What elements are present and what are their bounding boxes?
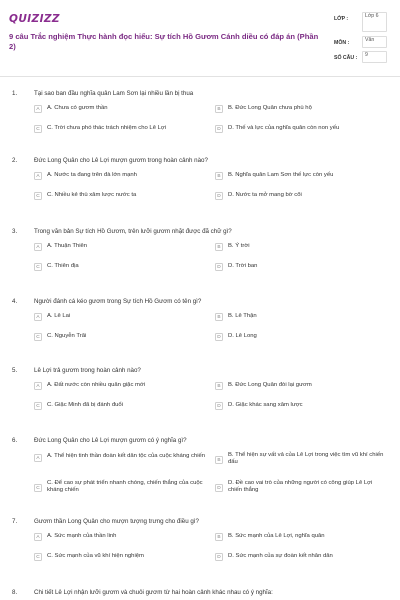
option-letter-box: D: [215, 553, 223, 561]
question-number: 4.: [12, 298, 18, 305]
option-text: C. Thiên địa: [47, 263, 79, 270]
question-number: 3.: [12, 228, 18, 235]
option-text: D. Giặc khác sang xâm lược: [228, 402, 303, 409]
option-letter-box: D: [215, 333, 223, 341]
option-c[interactable]: [34, 125, 166, 133]
question-number: 1.: [12, 90, 18, 97]
option-d[interactable]: [215, 553, 333, 561]
option-letter-box: C: [34, 263, 42, 271]
option-letter-box: B: [215, 382, 223, 390]
option-letter-box: D: [215, 125, 223, 133]
option-text: B. Đức Long Quân đòi lại gươm: [228, 382, 312, 389]
option-text: A. Chưa có gươm thần: [47, 105, 108, 112]
option-text: A. Đất nước còn nhiều quân giặc mới: [47, 382, 146, 389]
question-text: Trong văn bản Sự tích Hồ Gươm, trên lưỡi gươm nhặt được đã chữ gì?: [34, 228, 232, 235]
option-d[interactable]: [215, 402, 303, 410]
option-text: B. Ý trời: [228, 243, 250, 250]
option-letter-box: C: [34, 125, 42, 133]
option-text: C. Sức mạnh của vũ khí hiện nghiệm: [47, 553, 144, 560]
option-letter-box: A: [34, 105, 42, 113]
option-b[interactable]: [215, 243, 250, 251]
socau-label: SỐ CÂU :: [334, 55, 358, 61]
worksheet-meta: [331, 12, 387, 64]
option-c[interactable]: [34, 480, 207, 494]
question-number: 7.: [12, 518, 18, 525]
option-text: C. Để cao sự phát triển nhanh chóng, chiến thắng của cuộc kháng chiến: [47, 480, 203, 494]
option-c[interactable]: [34, 192, 136, 200]
option-text: A. Sức mạnh của thần linh: [47, 533, 117, 540]
option-text: D. Sức mạnh của sự đoàn kết nhân dân: [228, 553, 333, 560]
option-letter-box: A: [34, 382, 42, 390]
option-a[interactable]: [34, 172, 137, 180]
option-a[interactable]: [34, 382, 145, 390]
option-letter-box: A: [34, 313, 42, 321]
option-a[interactable]: [34, 452, 207, 462]
option-d[interactable]: [215, 333, 257, 341]
option-a[interactable]: [34, 243, 87, 251]
option-text: D. Trời ban: [228, 263, 258, 270]
option-text: B. Đức Long Quân chưa phù hộ: [228, 105, 312, 112]
question-number: 2.: [12, 157, 18, 164]
lop-label: LỚP :: [334, 16, 349, 22]
option-letter-box: D: [215, 484, 223, 492]
option-d[interactable]: [215, 125, 339, 133]
option-d[interactable]: [215, 192, 302, 200]
option-b[interactable]: [215, 105, 312, 113]
lop-value: Lớp 6: [362, 12, 387, 32]
option-letter-box: C: [34, 333, 42, 341]
option-text: A. Nước ta đang trên đà lớn mạnh: [47, 172, 137, 179]
option-a[interactable]: [34, 533, 116, 541]
option-letter-box: A: [34, 454, 42, 462]
option-letter-box: B: [215, 533, 223, 541]
option-text: A. Thuận Thiên: [47, 243, 88, 250]
meta-socau: [331, 51, 387, 64]
header-divider: [0, 76, 400, 77]
option-letter-box: D: [215, 192, 223, 200]
option-text: B. Lê Thận: [228, 313, 257, 320]
option-letter-box: B: [215, 243, 223, 251]
option-letter-box: C: [34, 484, 42, 492]
mon-value: Văn: [362, 36, 387, 48]
option-b[interactable]: [215, 172, 333, 180]
option-letter-box: D: [215, 402, 223, 410]
option-letter-box: B: [215, 172, 223, 180]
option-letter-box: C: [34, 553, 42, 561]
question-text: Lê Lợi trả gươm trong hoàn cảnh nào?: [34, 367, 141, 374]
mon-label: MÔN :: [334, 40, 350, 46]
socau-value: 9: [362, 51, 387, 63]
question-number: 5.: [12, 367, 18, 374]
meta-mon: [331, 36, 387, 49]
option-text: C. Giặc Minh đã bị đánh đuổi: [47, 402, 123, 409]
option-letter-box: C: [34, 192, 42, 200]
worksheet-header: [0, 0, 400, 73]
option-letter-box: B: [215, 313, 223, 321]
question-text: Đức Long Quân cho Lê Lợi mượn gươm có ý nghĩa gì?: [34, 437, 187, 444]
option-a[interactable]: [34, 105, 108, 113]
option-text: C. Nguyễn Trãi: [47, 333, 87, 340]
option-c[interactable]: [34, 333, 86, 341]
option-c[interactable]: [34, 263, 79, 271]
option-text: D. Lê Long: [228, 333, 257, 340]
option-text: D. Nước ta mở mang bờ cõi: [228, 192, 302, 199]
option-letter-box: A: [34, 243, 42, 251]
option-text: C. Nhiều kẻ thù xâm lược nước ta: [47, 192, 137, 199]
option-text: A. Lê Lai: [47, 313, 71, 320]
option-text: B. Nghĩa quân Lam Sơn thế lực còn yếu: [228, 172, 334, 179]
option-letter-box: D: [215, 263, 223, 271]
question-text: Tại sao ban đầu nghĩa quân Lam Sơn lại nhiều lần bị thua: [34, 90, 194, 97]
question-text: Gươm thần Long Quân cho mượn tượng trưng cho điều gì?: [34, 518, 199, 525]
option-d[interactable]: [215, 263, 257, 271]
question-number: 8.: [12, 589, 18, 596]
option-text: C. Trời chưa phó thác trách nhiệm cho Lê Lợi: [47, 125, 167, 132]
option-letter-box: A: [34, 172, 42, 180]
question-text: Người đánh cá kéo gươm trong Sự tích Hồ Gươm có tên gì?: [34, 298, 202, 305]
question-text: Đức Long Quân cho Lê Lợi mượn gươm trong hoàn cảnh nào?: [34, 157, 208, 164]
option-letter-box: B: [215, 105, 223, 113]
question-text: Chi tiết Lê Lợi nhận lưỡi gươm và chuôi gươm từ hai hoàn cảnh khác nhau có ý nghĩa:: [34, 589, 273, 596]
option-letter-box: C: [34, 402, 42, 410]
meta-lop: [331, 12, 387, 34]
option-d[interactable]: [215, 480, 388, 494]
option-b[interactable]: [215, 313, 257, 321]
option-b[interactable]: [215, 382, 312, 390]
option-text: B. Thể hiện sự vất vả của Lê Lợi trong việc tìm vũ khí chiến đấu: [228, 452, 384, 466]
option-a[interactable]: [34, 313, 70, 321]
worksheet-title: 9 câu Trắc nghiệm Thực hành đọc hiểu: Sự tích Hồ Gươm Cánh diều có đáp án (Phần 2): [9, 32, 319, 51]
option-text: A. Thể hiện tinh thần đoàn kết dân tộc của cuộc kháng chiến: [47, 453, 206, 460]
option-letter-box: B: [215, 456, 223, 464]
option-letter-box: A: [34, 533, 42, 541]
question-number: 6.: [12, 437, 18, 444]
option-b[interactable]: [215, 533, 325, 541]
option-text: B. Sức mạnh của Lê Lợi, nghĩa quân: [228, 533, 325, 540]
option-text: D. Đề cao vai trò của những người có công giúp Lê Lợi chiến thắng: [228, 480, 373, 494]
quizizz-logo[interactable]: QUIZIZZ: [9, 13, 60, 25]
option-text: D. Thế và lực của nghĩa quân còn non yếu: [228, 125, 340, 132]
option-b[interactable]: [215, 452, 388, 466]
option-c[interactable]: [34, 553, 144, 561]
option-c[interactable]: [34, 402, 123, 410]
